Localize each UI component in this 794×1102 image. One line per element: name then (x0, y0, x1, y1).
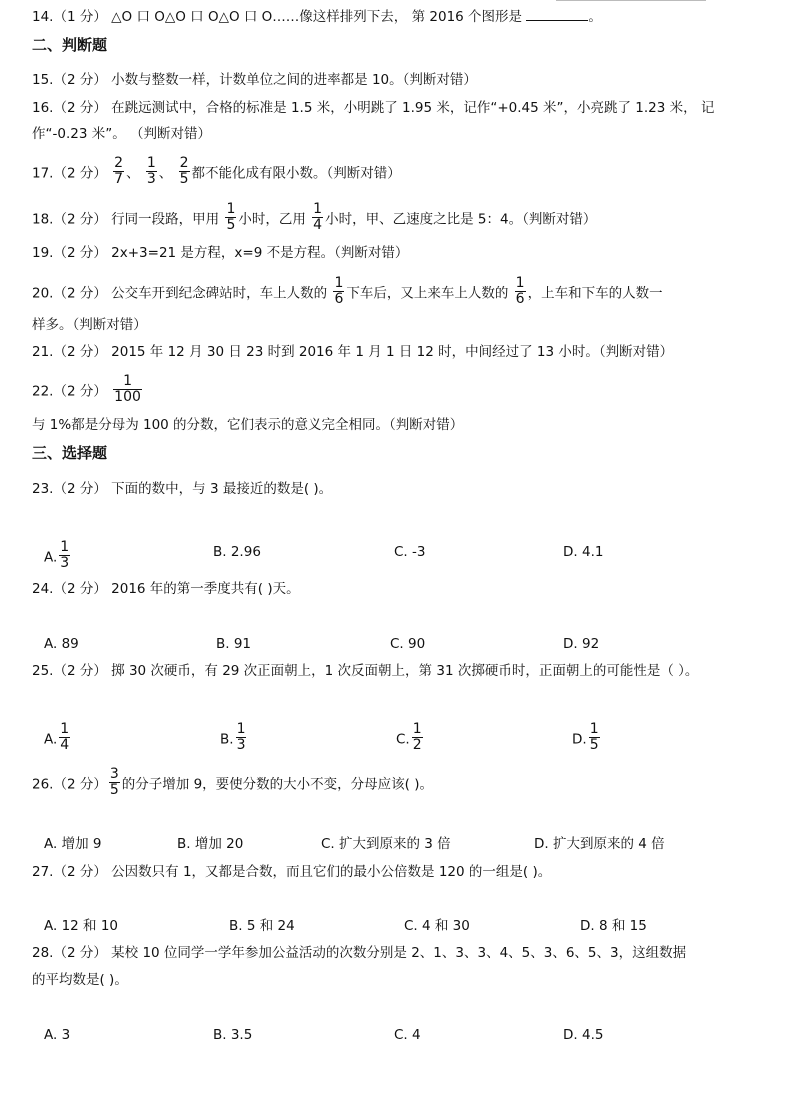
question-23 (32, 479, 332, 499)
question-text: 小数与整数一样，计数单位之间的进率都是 10。（判断对错） (111, 72, 477, 88)
option-a[interactable]: A. $\frac{1}{3}$ (44, 539, 70, 571)
question-text: 的分子增加 9，要使分数的大小不变，分母应该( )。 (121, 776, 433, 793)
question-text: 下面的数中，与 3 最接近的数是( )。 (111, 481, 333, 497)
option-b[interactable]: B. $\frac{1}{3}$ (220, 721, 246, 753)
fraction: $\frac{1}{2}$ (412, 721, 422, 753)
option-a[interactable]: A. 12 和 10 (44, 918, 119, 934)
fraction: $\frac{2}{7}$ (114, 155, 124, 187)
question-28-line2: 的平均数是( )。 (32, 972, 128, 988)
question-text: 行同一段路，甲用 (111, 211, 220, 228)
option-d[interactable]: D. $\frac{1}{5}$ (572, 721, 599, 753)
question-head: 23.（2 分） (32, 481, 107, 497)
question-head: 17.（2 分） (32, 165, 107, 182)
question-text: 小时，甲、乙速度之比是 5：4。（判断对错） (325, 211, 597, 228)
question-20 (32, 275, 663, 309)
option-c[interactable]: C. 4 和 30 (404, 918, 470, 934)
question-21 (32, 342, 673, 362)
question-text: 公交车开到纪念碑站时，车上人数的 (111, 285, 328, 302)
option-a[interactable]: A. 3 (44, 1027, 71, 1043)
option-b[interactable]: B. 3.5 (213, 1027, 253, 1043)
option-c[interactable]: C. $\frac{1}{2}$ (396, 721, 422, 753)
question-17 (32, 155, 401, 189)
option-a[interactable]: A. 增加 9 (44, 836, 102, 852)
fraction: $\frac{1}{6}$ (515, 275, 525, 307)
fraction: $\frac{1}{5}$ (589, 721, 599, 753)
question-22 (32, 373, 144, 407)
fraction: $\frac{1}{3}$ (60, 539, 70, 571)
fraction: $\frac{1}{3}$ (146, 155, 156, 187)
option-b[interactable]: B. 2.96 (213, 544, 261, 560)
top-rule (556, 0, 706, 1)
question-text: 某校 10 位同学一学年参加公益活动的次数分别是 2、1、3、3、4、5、3、6、5、3，这组数据 (111, 945, 687, 961)
fraction: $\frac{1}{4}$ (313, 201, 323, 233)
separator: 、 (158, 165, 173, 182)
option-b[interactable]: B. 91 (216, 636, 252, 652)
question-head: 25.（2 分） (32, 663, 107, 679)
option-d[interactable]: D. 4.1 (563, 544, 604, 560)
question-head: 27.（2 分） (32, 864, 107, 880)
fraction: $\frac{3}{5}$ (109, 766, 119, 798)
question-head: 20.（2 分） (32, 285, 107, 302)
question-head: 24.（2 分） (32, 581, 107, 597)
question-28 (32, 943, 686, 963)
question-head: 28.（2 分） (32, 945, 107, 961)
question-text: 公因数只有 1，又都是合数，而且它们的最小公倍数是 120 的一组是( )。 (111, 864, 552, 880)
question-text: 在跳远测试中，合格的标准是 1.5 米，小明跳了 1.95 米，记作“+0.45 米”，小亮跳了 1.23 米， 记 (111, 100, 715, 116)
question-text: 都不能化成有限小数。（判断对错） (191, 165, 401, 182)
question-26 (32, 766, 433, 800)
question-head: 15.（2 分） (32, 72, 107, 88)
question-text: ，上车和下车的人数一 (527, 285, 663, 302)
option-c[interactable]: C. -3 (394, 544, 426, 560)
fraction: $\frac{1}{6}$ (334, 275, 344, 307)
fraction: $\frac{1}{4}$ (60, 721, 70, 753)
question-head: 22.（2 分） (32, 383, 107, 400)
question-18 (32, 201, 597, 235)
fraction: $\frac{1}{100}$ (114, 373, 141, 405)
question-text: 2015 年 12 月 30 日 23 时到 2016 年 1 月 1 日 12 时，中间经过了 13 小时。（判断对错） (111, 344, 674, 360)
option-d[interactable]: D. 4.5 (563, 1027, 604, 1043)
option-b[interactable]: B. 增加 20 (177, 836, 244, 852)
option-d[interactable]: D. 8 和 15 (580, 918, 647, 934)
question-20-line2: 样多。（判断对错） (32, 317, 147, 333)
option-d[interactable]: D. 扩大到原来的 4 倍 (534, 836, 665, 852)
option-c[interactable]: C. 90 (390, 636, 426, 652)
question-16-line2: 作“-0.23 米”。 （判断对错） (32, 126, 211, 142)
question-24 (32, 579, 300, 599)
question-head: 26.（2 分） (32, 776, 107, 793)
option-a[interactable]: A. $\frac{1}{4}$ (44, 721, 70, 753)
question-25 (32, 661, 698, 681)
section-title-3: 三、选择题 (32, 444, 108, 462)
question-22-line2: 与 1%都是分母为 100 的分数，它们表示的意义完全相同。（判断对错） (32, 417, 464, 433)
answer-blank[interactable] (526, 6, 588, 21)
question-16 (32, 98, 714, 118)
option-c[interactable]: C. 扩大到原来的 3 倍 (321, 836, 451, 852)
section-title-2: 二、判断题 (32, 36, 108, 54)
question-head: 14.（1 分） (32, 9, 107, 25)
option-d[interactable]: D. 92 (563, 636, 600, 652)
question-head: 19.（2 分） (32, 245, 107, 261)
question-head: 21.（2 分） (32, 344, 107, 360)
question-text: 掷 30 次硬币，有 29 次正面朝上，1 次反面朝上，第 31 次掷硬币时，正面朝上的可能性是（ ）。 (111, 663, 699, 679)
question-19 (32, 243, 408, 263)
question-text: 2016 年的第一季度共有( )天。 (111, 581, 300, 597)
option-c[interactable]: C. 4 (394, 1027, 421, 1043)
question-tail: 。 (588, 9, 602, 25)
fraction: $\frac{1}{5}$ (226, 201, 236, 233)
question-27 (32, 862, 551, 882)
option-a[interactable]: A. 89 (44, 636, 79, 652)
separator: 、 (126, 165, 140, 182)
question-text: △O 口 O△O 口 O△O 口 O……像这样排列下去， 第 2016 个图形是 (111, 9, 523, 25)
question-text: 下车后，又上来车上人数的 (346, 285, 509, 302)
question-text: 小时，乙用 (238, 211, 306, 228)
question-head: 16.（2 分） (32, 100, 107, 116)
question-14 (32, 6, 602, 27)
fraction: $\frac{2}{5}$ (179, 155, 189, 187)
question-15 (32, 70, 477, 90)
question-head: 18.（2 分） (32, 211, 107, 228)
question-text: 2x+3=21 是方程，x=9 不是方程。（判断对错） (111, 245, 409, 261)
fraction: $\frac{1}{3}$ (236, 721, 246, 753)
option-b[interactable]: B. 5 和 24 (229, 918, 295, 934)
